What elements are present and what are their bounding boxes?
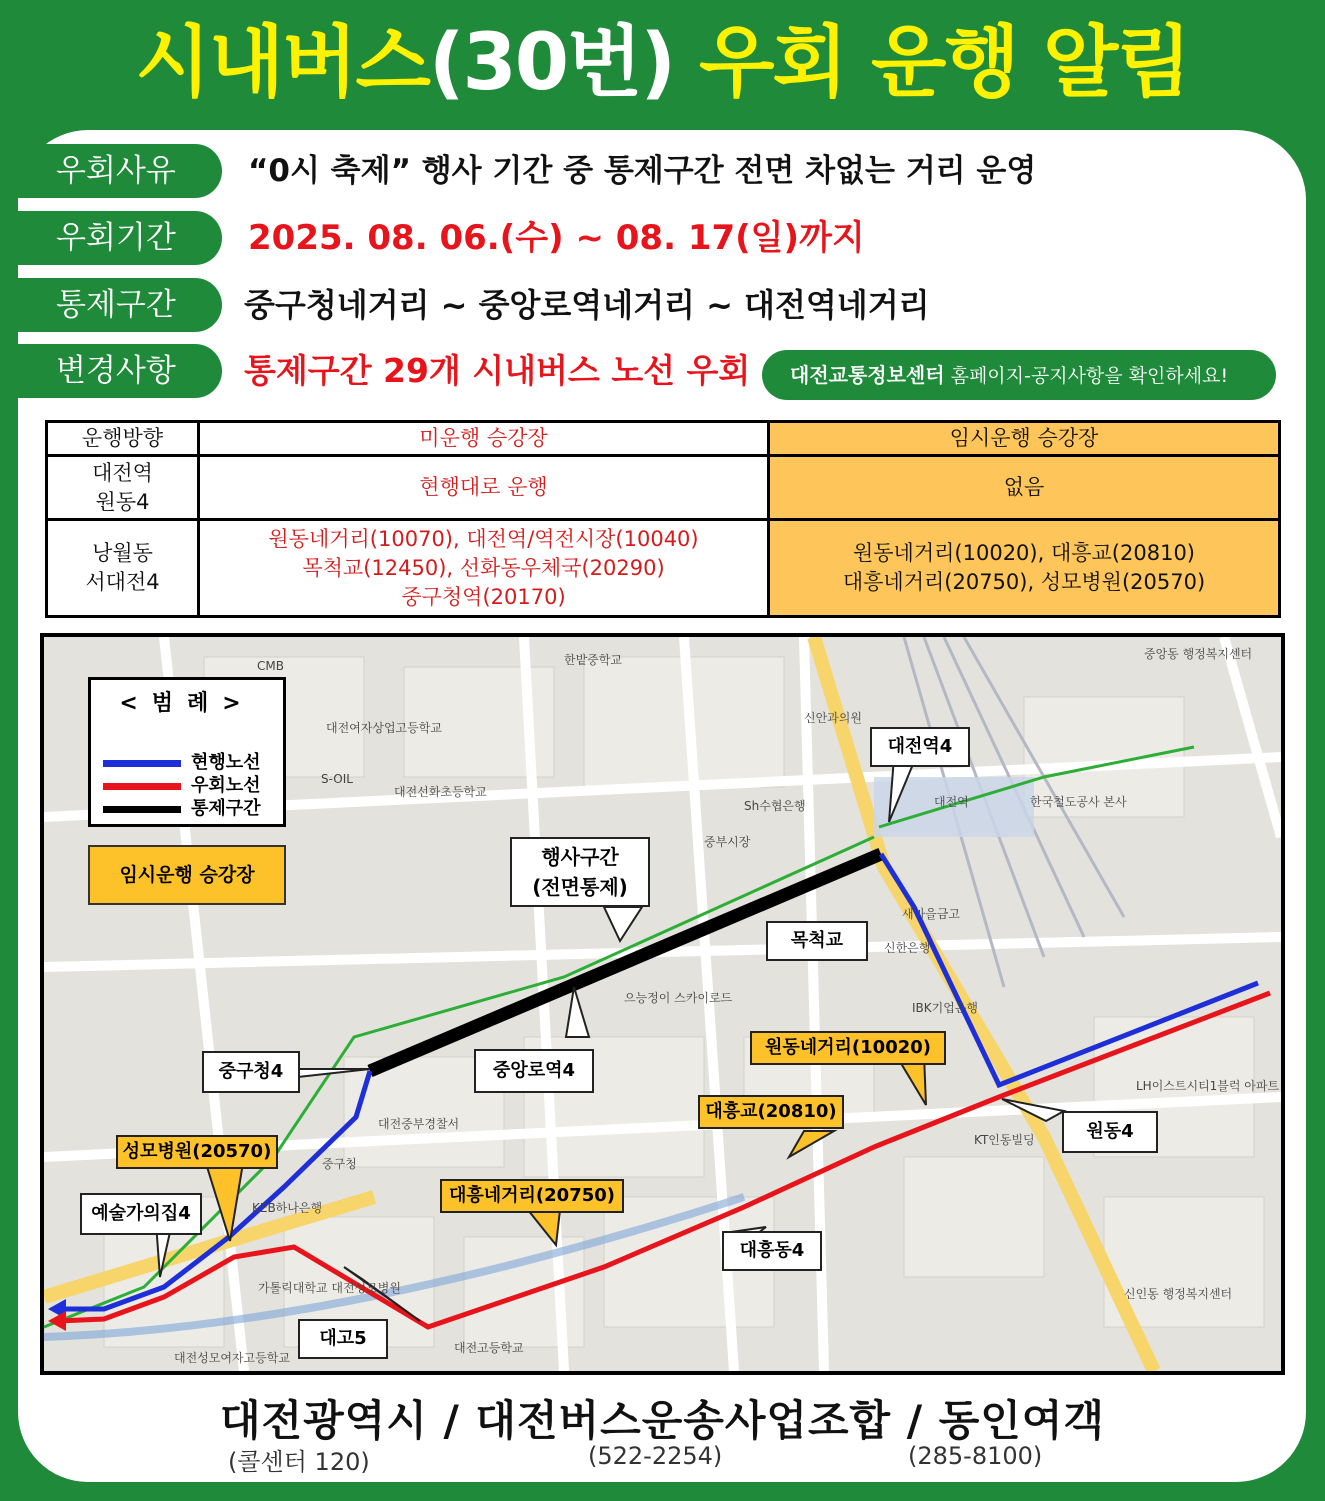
table-row	[47, 456, 1280, 520]
row1-temporary: 없음	[769, 456, 1280, 520]
notice-link[interactable]	[762, 350, 1276, 400]
map-label-ibk: IBK기업은행	[912, 1001, 979, 1015]
map-label-semaul: 새마을금고	[902, 907, 960, 921]
map-label-junggu: 중구청	[322, 1157, 357, 1171]
page-title	[0, 8, 1325, 118]
callout-daego5: 대고5	[298, 1319, 388, 1359]
map-legend	[88, 677, 286, 827]
phone-company: (285-8100)	[908, 1442, 1043, 1470]
row2-dir1: 낭월동	[92, 541, 153, 565]
map-label-korail: 한국철도공사 본사	[1030, 795, 1127, 809]
callout-wondong-cross: 원동네거리(10020)	[750, 1031, 946, 1065]
table-row	[47, 520, 1280, 617]
row2-suspended-3: 중구청역(20170)	[401, 584, 566, 609]
callout-event-section	[510, 837, 650, 907]
callout-art-house: 예술가의집4	[80, 1193, 202, 1235]
legend-current-line	[103, 760, 181, 767]
row2-suspended-2: 목척교(12450), 선화동우체국(20290)	[302, 555, 665, 580]
map-label-seonhwa: 대전선화초등학교	[394, 785, 487, 799]
map-label-sinan: 신안과의원	[804, 711, 862, 725]
map-label-sindong: 신인동 행정복지센터	[1124, 1287, 1233, 1301]
map-label-girls-hs: 대전여자상업고등학교	[326, 721, 442, 735]
callout-daejeon-station: 대전역4	[870, 727, 970, 767]
title-part3: 우회 운행 알림	[674, 18, 1190, 108]
title-route: (30번)	[428, 18, 675, 108]
legend-control-label: 통제구간	[191, 798, 261, 819]
legend-temporary-stop: 임시운행 승강장	[88, 845, 286, 905]
row1-dir1: 대전역	[92, 460, 153, 485]
map-label-lh: LH이스트시티1블럭 아파트	[1136, 1079, 1280, 1093]
label-section: 통제구간	[0, 278, 222, 332]
legend-detour-label: 우회노선	[191, 775, 261, 796]
change-text: 통제구간 29개 시내버스 노선 우회	[244, 351, 751, 390]
row2-temporary-2: 대흥네거리(20750), 성모병원(20570)	[842, 570, 1206, 594]
route-map	[40, 633, 1285, 1375]
row2-dir2: 서대전4	[85, 570, 160, 594]
legend-current-label: 현행노선	[191, 752, 261, 773]
map-label-kt: KT인동빌딩	[974, 1133, 1035, 1147]
header-suspended: 미운행 승강장	[199, 422, 769, 456]
map-label-sh: Sh수협은행	[744, 799, 806, 813]
period-text: 2025. 08. 06.(수) ~ 08. 17(일)까지	[248, 218, 865, 258]
map-label-jungbu: 중부시장	[704, 835, 751, 849]
legend-title: <범례>	[119, 691, 255, 716]
label-reason: 우회사유	[0, 144, 222, 198]
callout-seongmo: 성모병원(20570)	[116, 1135, 278, 1169]
map-label-skyroad: 으능정이 스카이로드	[624, 991, 733, 1005]
map-label-catholic: 가톨릭대학교 대전성모병원	[258, 1281, 401, 1295]
callout-jungang: 중앙로역4	[474, 1049, 594, 1093]
map-label-cmb: CMB	[257, 659, 284, 673]
map-label-jungang-admin: 중앙동 행정복지센터	[1144, 647, 1253, 661]
label-change: 변경사항	[0, 344, 222, 398]
map-label-hana: KEB하나은행	[252, 1201, 323, 1215]
event-title: 행사구간	[541, 845, 619, 869]
legend-control-line	[103, 806, 181, 813]
legend-detour-line	[103, 783, 181, 790]
section-text: 중구청네거리 ~ 중앙로역네거리 ~ 대전역네거리	[244, 286, 930, 324]
callout-daeheung-cross: 대흥네거리(20750)	[440, 1179, 624, 1213]
callout-junggu: 중구청4	[202, 1051, 300, 1093]
event-subtitle: (전면통제)	[532, 875, 628, 899]
map-label-hanbat: 한밭중학교	[564, 653, 622, 667]
map-label-sinhan: 신한은행	[884, 941, 931, 955]
map-label-station: 대전역	[934, 795, 969, 809]
footer-orgs: 대전광역시 / 대전버스운송사업조합 / 동인여객	[219, 1396, 1106, 1445]
map-label-police: 대전중부경찰서	[378, 1117, 460, 1131]
row1-dir2: 원동4	[95, 489, 150, 514]
row2-temporary-1: 원동네거리(10020), 대흥교(20810)	[852, 541, 1196, 565]
map-label-seongmo-girls: 대전성모여자고등학교	[174, 1351, 290, 1365]
callout-mokcheok: 목척교	[766, 921, 868, 961]
callout-daeheung-bridge: 대흥교(20810)	[698, 1095, 844, 1129]
callout-daeheung4: 대흥동4	[722, 1231, 822, 1271]
stop-table	[45, 420, 1281, 618]
header-temporary: 임시운행 승강장	[769, 422, 1280, 456]
notice-rest: 홈페이지-공지사항을 확인하세요!	[944, 365, 1229, 387]
phone-union: (522-2254)	[588, 1442, 723, 1470]
reason-text: “0시 축제” 행사 기간 중 통제구간 전면 차없는 거리 운영	[248, 153, 1037, 189]
header-direction: 운행방향	[47, 422, 199, 456]
map-label-daejeon-hs: 대전고등학교	[454, 1341, 524, 1355]
row2-suspended-1: 원동네거리(10070), 대전역/역전시장(10040)	[268, 526, 699, 551]
title-part1: 시내버스	[135, 18, 429, 108]
callout-wondong4: 원동4	[1062, 1111, 1158, 1153]
map-label-soil: S-OIL	[321, 772, 353, 786]
notice-center: 대전교통정보센터	[790, 363, 945, 387]
label-period: 우회기간	[0, 211, 222, 265]
phone-callcenter: (콜센터 120)	[228, 1448, 370, 1476]
row1-suspended: 현행대로 운행	[199, 456, 769, 520]
